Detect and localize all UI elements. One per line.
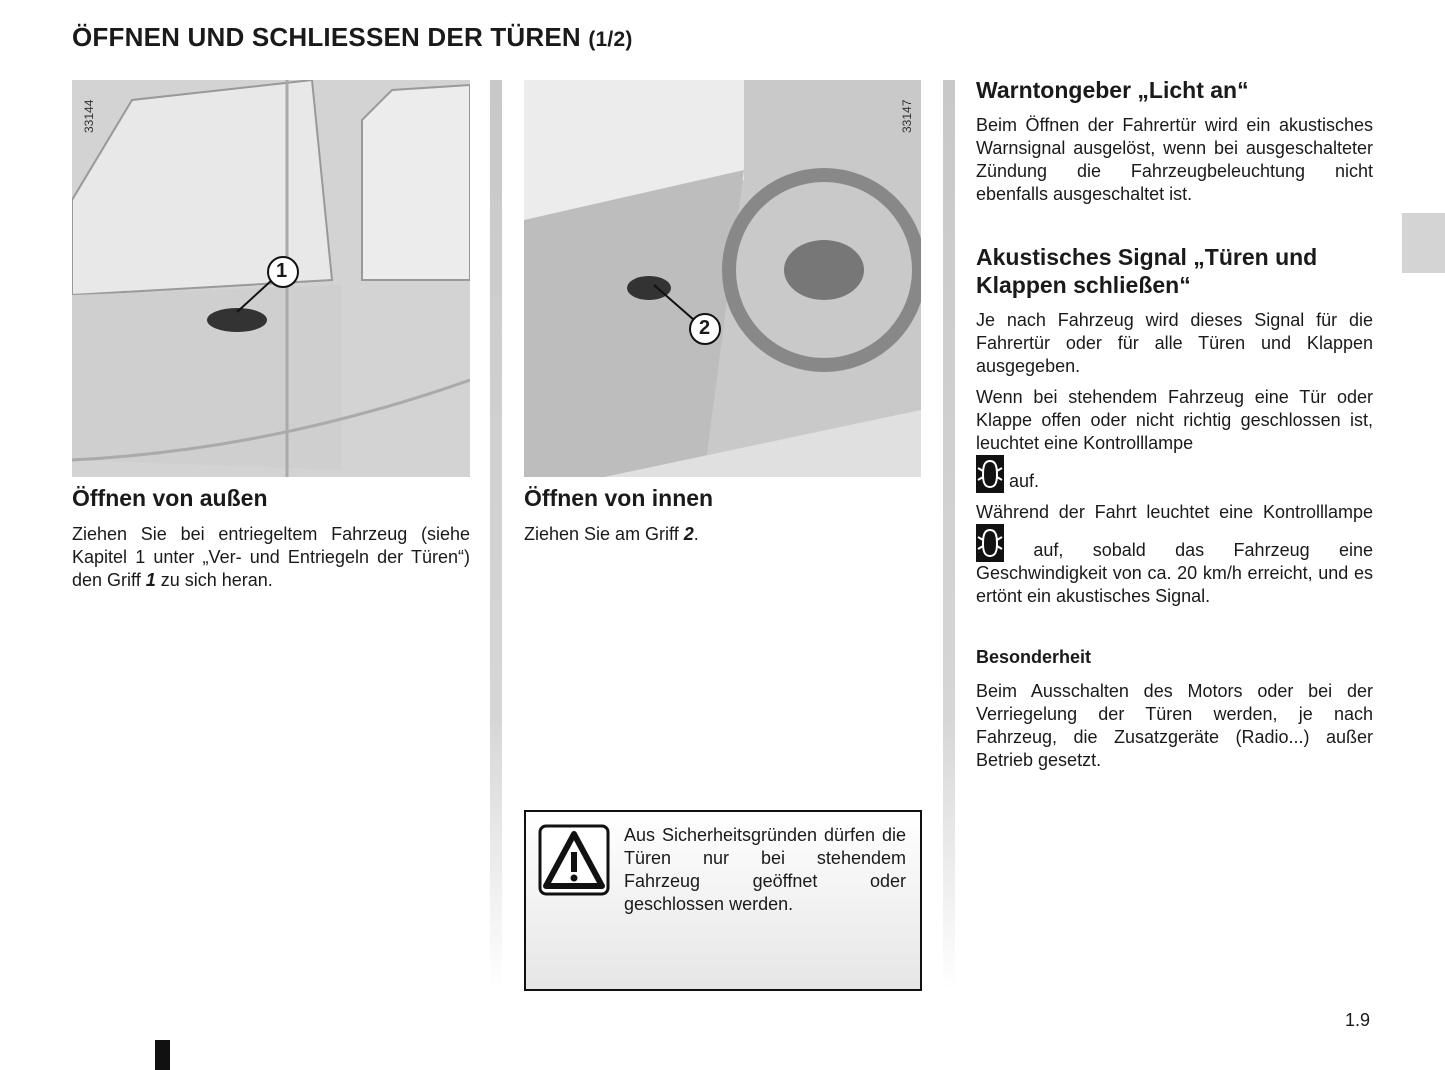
print-mark bbox=[155, 1040, 170, 1070]
page-number: 1.9 bbox=[1345, 1010, 1371, 1030]
heading-light-warning: Warntongeber „Licht an“ bbox=[976, 77, 1249, 103]
figure-ref-number: 33144 bbox=[82, 99, 96, 133]
warning-text: Aus Sicherheitsgründen dürfen die Türen nur bei stehendem Fahrzeug geöffnet oder geschlossen werden. bbox=[624, 825, 906, 914]
car-interior-door-image bbox=[524, 80, 921, 477]
callout-2: 2 bbox=[699, 317, 711, 339]
text-special-note: Beim Ausschalten des Motors oder bei der Verriegelung der Türen werden, je nach Fahrzeug, die Zusatzgeräte (Radio...) außer Betrieb gesetzt. bbox=[976, 681, 1373, 770]
title-part: (1/2) bbox=[588, 28, 633, 51]
heading-door-signal: Akustisches Signal „Türen und Klappen schließen“ bbox=[976, 244, 1318, 298]
heading-open-inside: Öffnen von innen bbox=[524, 485, 714, 511]
safety-warning-box bbox=[524, 810, 922, 991]
heading-open-outside: Öffnen von außen bbox=[72, 485, 268, 511]
car-exterior-door-image bbox=[72, 80, 470, 477]
warning-triangle-icon bbox=[538, 824, 610, 896]
heading-special-note: Besonderheit bbox=[976, 647, 1092, 667]
column-divider bbox=[490, 80, 502, 990]
column-divider bbox=[943, 80, 955, 990]
door-open-warning-lamp-icon bbox=[976, 524, 1004, 562]
text-light-warning: Beim Öffnen der Fahrertür wird ein akustisches Warnsignal ausgelöst, wenn bei ausgeschalteter Zündung die Fahrzeugbeleuchtung nicht ebenfalls ausgeschaltet ist. bbox=[976, 115, 1373, 204]
figure-ref-number: 33147 bbox=[900, 99, 914, 133]
page-title: ÖFFNEN UND SCHLIESSEN DER TÜREN (1/2) bbox=[72, 22, 633, 52]
callout-1: 1 bbox=[276, 260, 288, 282]
text-door-signal: Je nach Fahrzeug wird dieses Signal für die Fahrertür oder für alle Türen und Klappen ausgegeben. Wenn bei stehendem Fahrzeug eine Tür oder Klappe offen oder nicht richtig geschlossen ist, leuchtet eine Kontrolllampe auf. Während der Fahrt leuchtet eine Kontrolllampe auf, sobald das Fahrzeug eine Geschwindigkeit von ca. 20 km/h erreicht, und es ertönt ein akustisches Signal. bbox=[976, 310, 1373, 606]
chapter-tab bbox=[1402, 213, 1445, 273]
text-open-outside: Ziehen Sie bei entriegeltem Fahrzeug (siehe Kapitel 1 unter „Ver- und Entriegeln der Türen“) den Griff 1 zu sich heran. bbox=[72, 524, 470, 590]
text-open-inside: Ziehen Sie am Griff 2. bbox=[524, 524, 699, 544]
door-open-warning-lamp-icon bbox=[976, 455, 1004, 493]
